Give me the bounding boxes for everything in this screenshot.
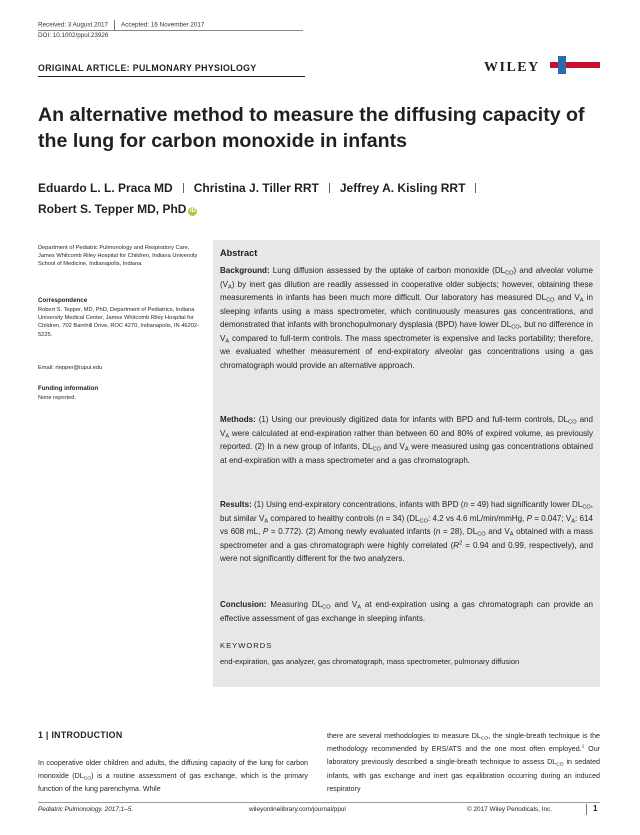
abstract-heading: Abstract <box>220 248 258 258</box>
journal-citation: Pediatric Pulmonology. 2017;1–5. <box>38 806 134 813</box>
footer-separator <box>586 804 587 815</box>
correspondence-email[interactable]: Email: rtepper@iupui.edu <box>38 365 103 371</box>
keywords: end-expiration, gas analyzer, gas chromatograph, mass spectrometer, pulmonary diffusion <box>220 657 520 666</box>
correspondence-heading: Correspondence <box>38 297 88 304</box>
keywords-heading: KEYWORDS <box>220 641 273 650</box>
funding-text: None reported. <box>38 395 76 401</box>
section-rule <box>38 76 305 77</box>
correspondence-address: Robert S. Tepper, MD, PhD, Department of Pediatrics, Indiana University Medical Center, James Whitcomb Riley Hospital for Children, 702 Barnhill Drive, ROC 4270, Indianapolis, IN 46202-5225. <box>38 307 199 338</box>
doi[interactable]: DOI: 10.1002/ppul.23926 <box>38 32 109 39</box>
section-label: ORIGINAL ARTICLE: PULMONARY PHYSIOLOGY <box>38 63 257 73</box>
header-rule <box>38 30 303 31</box>
intro-right-column: there are several methodologies to measure $DL_{CO}$, the single-breath technique is the methodology recommended by ERS/ATS and the one most often employed.$^1$ Our laboratory previously described a single-breath technique to assess $DL_{CO}$ in sedated infants, with gas exchange and inert gas equilibration occurring during an induced respiratory <box>327 732 601 793</box>
abstract-background: Background: Lung diffusion assessed by the uptake of carbon monoxide $(DL_{CO})$ and alveolar volume $(V_A)$ by inert gas dilution are readily assessed in cooperative older subjects; however, obtaining these measurements in infants has been much more difficult. Our laboratory has measured $DL_{CO}$ and $V_A$ in sleeping infants using a mass spectrometer, which continuously measures gas concentrations, and demonstrated that infants with bronchopulmonary dysplasia (BPD) have lower $DL_{CO}$, but no difference in $V_A$ compared to full-term controls. The mass spectrometer is expensive and lacks portability; therefore, we evaluated whether measurement of end-expiratory alveolar gas concentrations using a gas chromatograph would provide an alternative approach. <box>220 266 594 370</box>
author: Jeffrey A. Kisling RRT <box>339 181 466 195</box>
journal-url[interactable]: wileyonlinelibrary.com/journal/ppul <box>249 806 346 813</box>
accepted-date: Accepted: 16 November 2017 <box>121 21 205 29</box>
funding-heading: Funding information <box>38 385 99 392</box>
affiliation: Department of Pediatric Pulmonology and Respiratory Care, James Whitcomb Riley Hospital for Children, Indiana University School of Medicine, Indianapolis, Indiana <box>38 245 198 268</box>
author: Eduardo L. L. Praca MD <box>38 181 173 195</box>
intro-heading: 1 | INTRODUCTION <box>38 730 123 740</box>
wiley-cross-icon <box>550 56 600 74</box>
received-date: Received: 3 August 2017 Accepted: 16 November 2017 <box>38 21 205 29</box>
author: Christina J. Tiller RRT <box>193 181 319 195</box>
abstract-results: Results: (1) Using end-expiratory concentrations, infants with BPD (n = 49) had significantly lower $DL_{CO}$, but similar $V_A$ compared to healthy controls (n = 34) ($DL_{CO}$: 4.2 vs 4.6 mL/min/mmHg, P = 0.047; $V_A$: 614 vs 608 mL, P = 0.772). (2) Among newly evaluated infants (n = 28), $DL_{CO}$ and $V_A$ obtained with a mass spectrometer and a gas chromatograph were highly correlated ($R^2 = 0.94$ and 0.99, respectively), and were not significantly different for the two analyzers. <box>220 500 594 564</box>
author: Robert S. Tepper MD, PhD <box>38 202 187 216</box>
page-number: 1 <box>593 804 598 813</box>
orcid-icon[interactable]: iD <box>189 208 196 214</box>
footer-rule <box>38 802 600 803</box>
intro-left-column: In cooperative older children and adults, the diffusing capacity of the lung for carbon monoxide $(DL_{CO})$ is a routine assessment of gas exchange, which is the primary function of the lung parenchyma. While <box>38 759 308 794</box>
article-title: An alternative method to measure the diffusing capacity of the lung for carbon monoxide in infants <box>38 104 585 152</box>
author-list <box>38 178 608 220</box>
copyright: © 2017 Wiley Periodicals, Inc. <box>467 806 552 813</box>
abstract-conclusion: Conclusion: Measuring $DL_{CO}$ and $V_A$ at end-expiration using a gas chromatograph can provide an effective assessment of gas exchange in sleeping infants. <box>220 600 593 623</box>
abstract-methods: Methods: (1) Using our previously digitized data for infants with BPD and full-term controls, $DL_{CO}$ and $V_A$ were calculated at end-expiration rather than between 60 and 80% of expired volume, as previously reported. (2) In a new group of infants, $DL_{CO}$ and $V_A$ were measured using gas concentrations obtained at end-expiration with a mass spectrometer and a gas chromatograph. <box>220 415 594 465</box>
publisher-logo: WILEY <box>484 60 540 75</box>
